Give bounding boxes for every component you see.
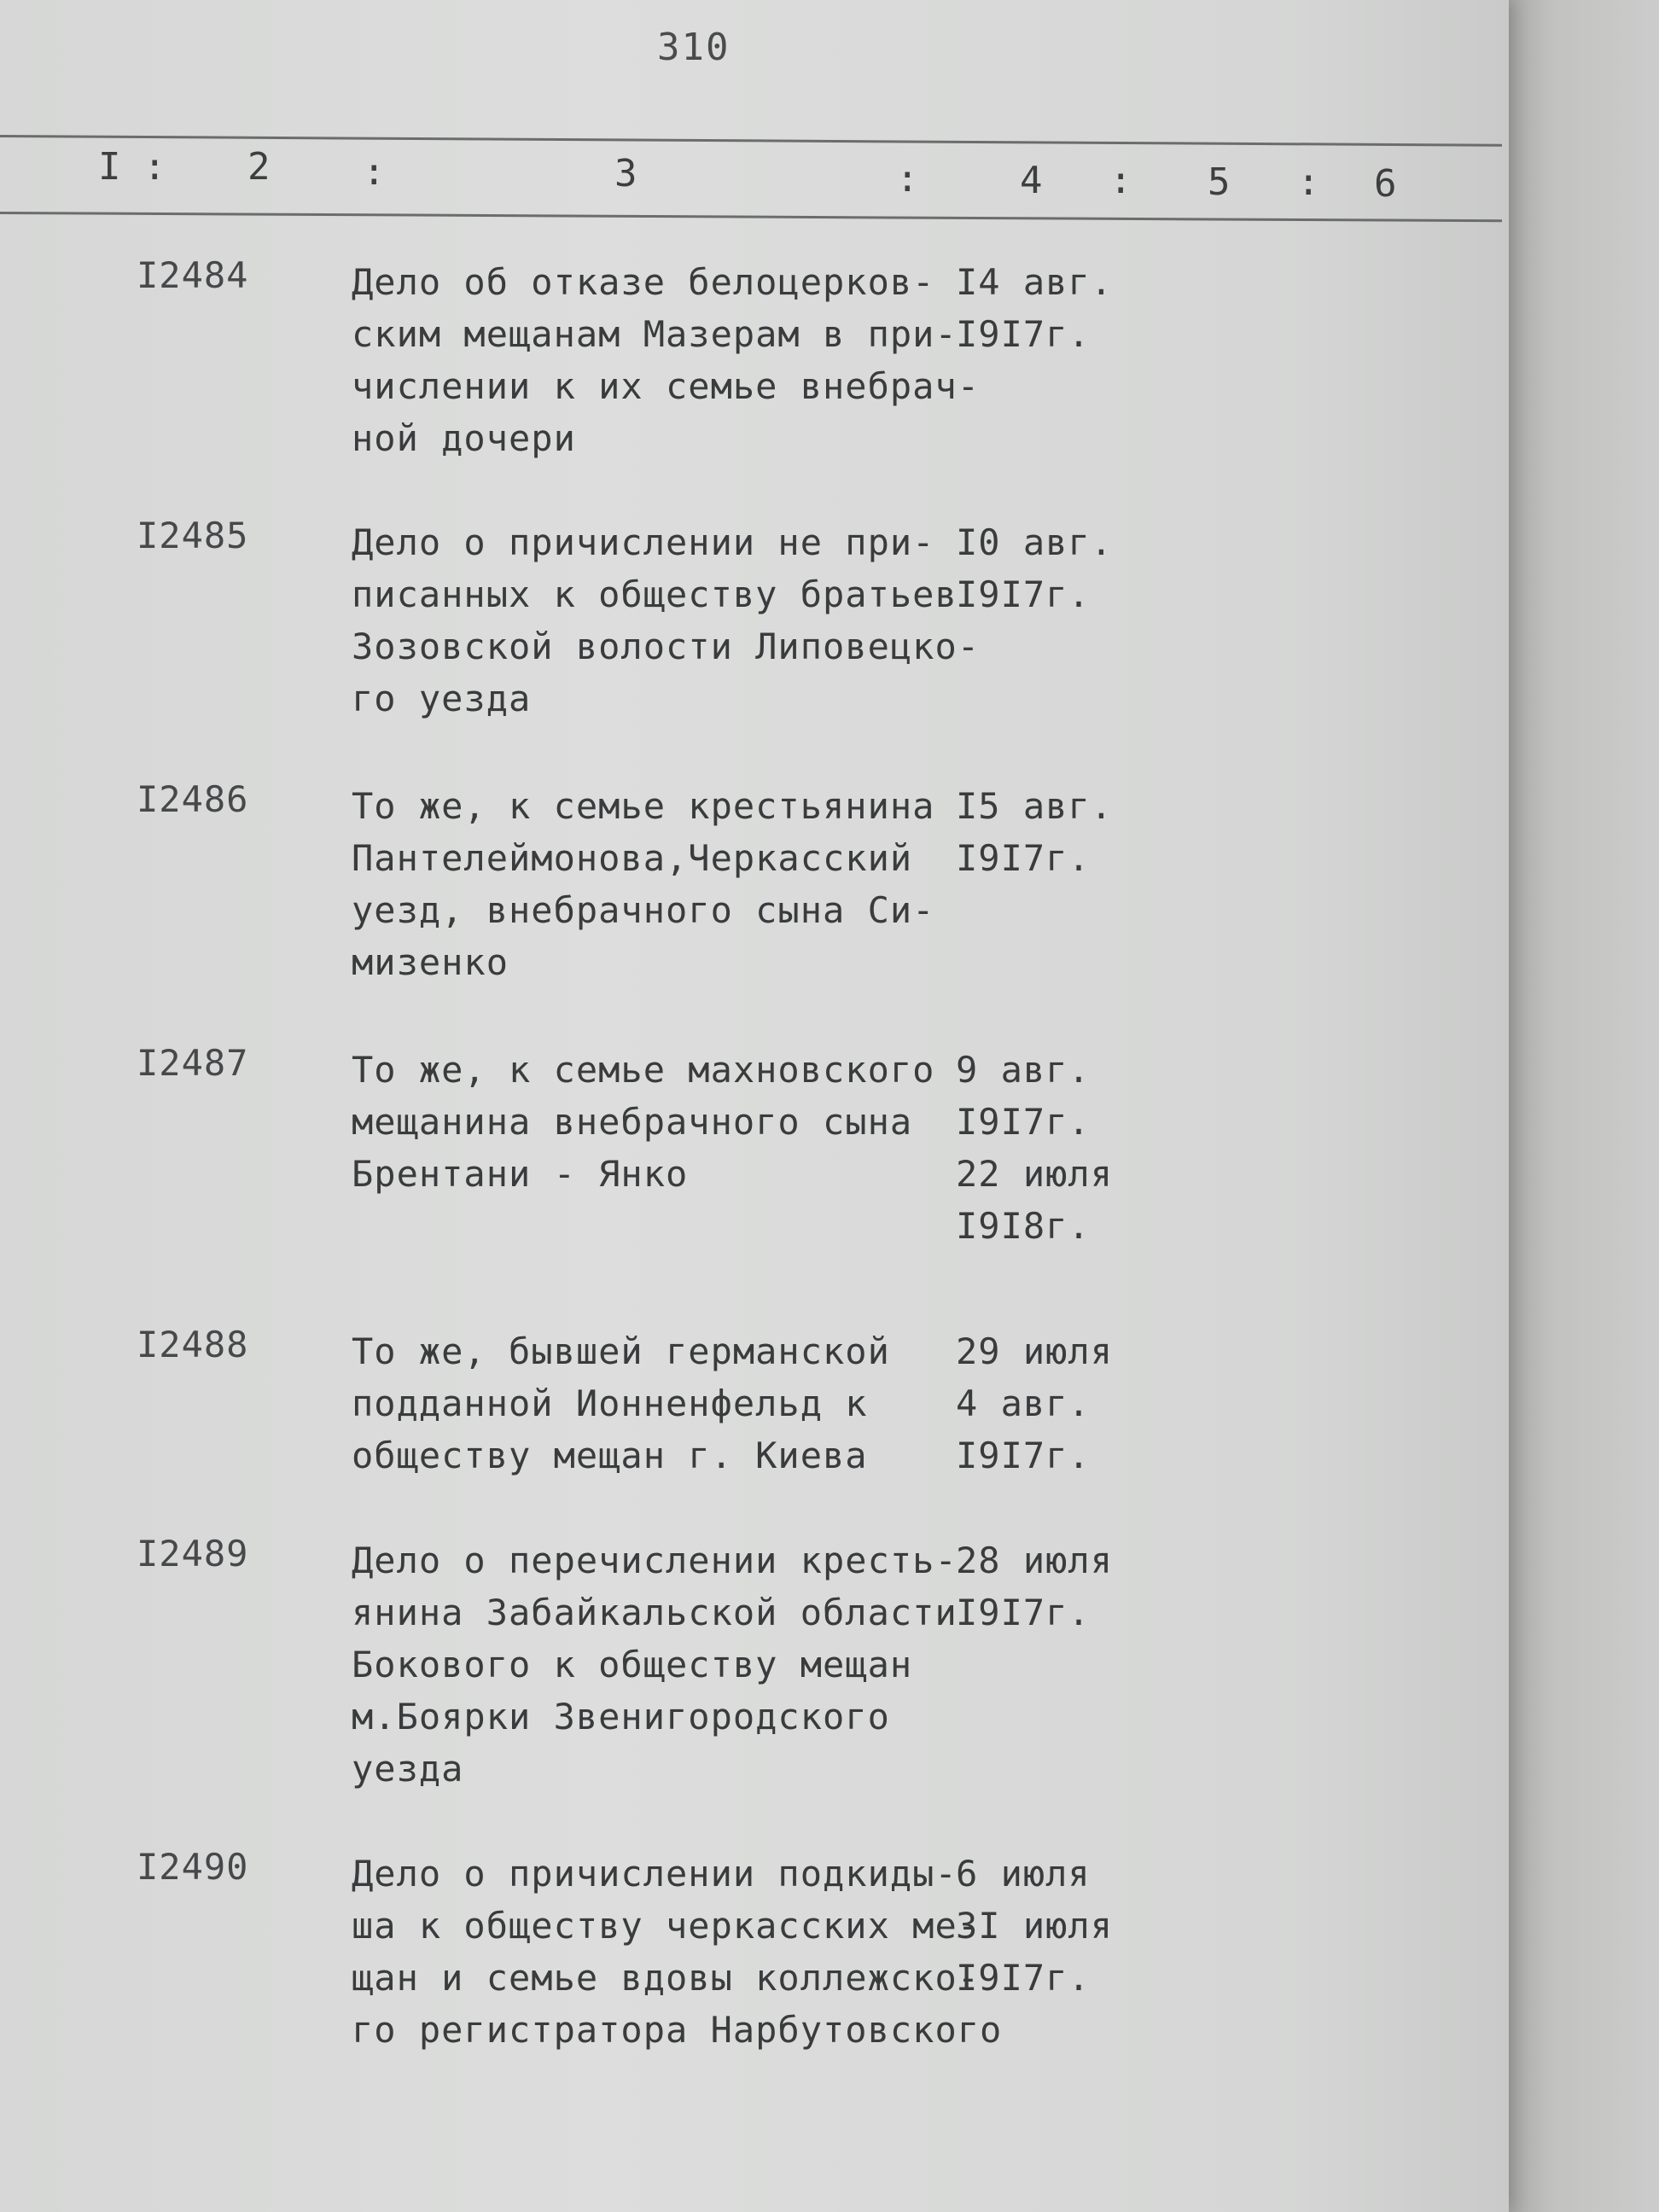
header-col-3: 3 [614, 152, 637, 195]
entry-description: То же, к семье крестьянина Пантелеймонова,Черкасский уезд, внебрачного сына Си- мизенко [352, 785, 935, 983]
header-col-1: I [98, 145, 121, 189]
header-col-4: 4 [1020, 159, 1043, 202]
entry-dates: I0 авг. I9I7г. [956, 521, 1114, 615]
entry-number: I2488 [137, 1324, 249, 1365]
header-separator: : [896, 157, 919, 201]
entry-number: I2487 [137, 1042, 249, 1084]
entry-dates: I4 авг. I9I7г. [956, 261, 1114, 355]
entry-dates: 6 июля 3I июля I9I7г. [956, 1853, 1114, 1999]
underlying-page-edge [1509, 0, 1659, 2212]
header-col-2: 2 [247, 145, 271, 189]
header-separator: : [1109, 159, 1132, 202]
table-header [0, 145, 1502, 205]
header-col-5: 5 [1208, 160, 1231, 204]
entry-description: Дело об отказе белоцерков- ским мещанам Мазерам в при- числении к их семье внебрач- ной дочери [352, 261, 981, 459]
entry-dates: 9 авг. I9I7г. 22 июля I9I8г. [956, 1049, 1114, 1247]
entry-number: I2490 [137, 1846, 249, 1888]
entry-description: То же, бывшей германской подданной Ионненфельд к обществу мещан г. Киева [352, 1330, 890, 1476]
entry-description: То же, к семье махновского мещанина внебрачного сына Брентани - Янко [352, 1049, 935, 1195]
entry-number: I2489 [137, 1533, 249, 1575]
entry-number: I2484 [137, 254, 249, 296]
header-separator: : [363, 150, 386, 194]
header-separator: : [1297, 160, 1320, 204]
entry-dates: 28 июля I9I7г. [956, 1540, 1114, 1633]
header-col-6: 6 [1374, 162, 1397, 206]
entry-dates: 29 июля 4 авг. I9I7г. [956, 1330, 1114, 1476]
entry-description: Дело о перечислении кресть- янина Забайкальской области Бокового к обществу мещан м.Боярки Звенигородского уезда [352, 1540, 958, 1790]
entry-description: Дело о причислении подкиды- ша к обществу черкасских ме- щан и семье вдовы коллежско- го регистратора Нарбутовского [352, 1853, 1003, 2051]
entry-number: I2485 [137, 515, 249, 556]
entry-dates: I5 авг. I9I7г. [956, 785, 1114, 879]
page-number: 310 [657, 26, 731, 69]
entry-description: Дело о причислении не при- писанных к обществу братьев Зозовской волости Липовецко- го уезда [352, 521, 981, 719]
header-rule-bottom [0, 212, 1502, 222]
entry-number: I2486 [137, 778, 249, 820]
header-separator: : [143, 145, 166, 189]
